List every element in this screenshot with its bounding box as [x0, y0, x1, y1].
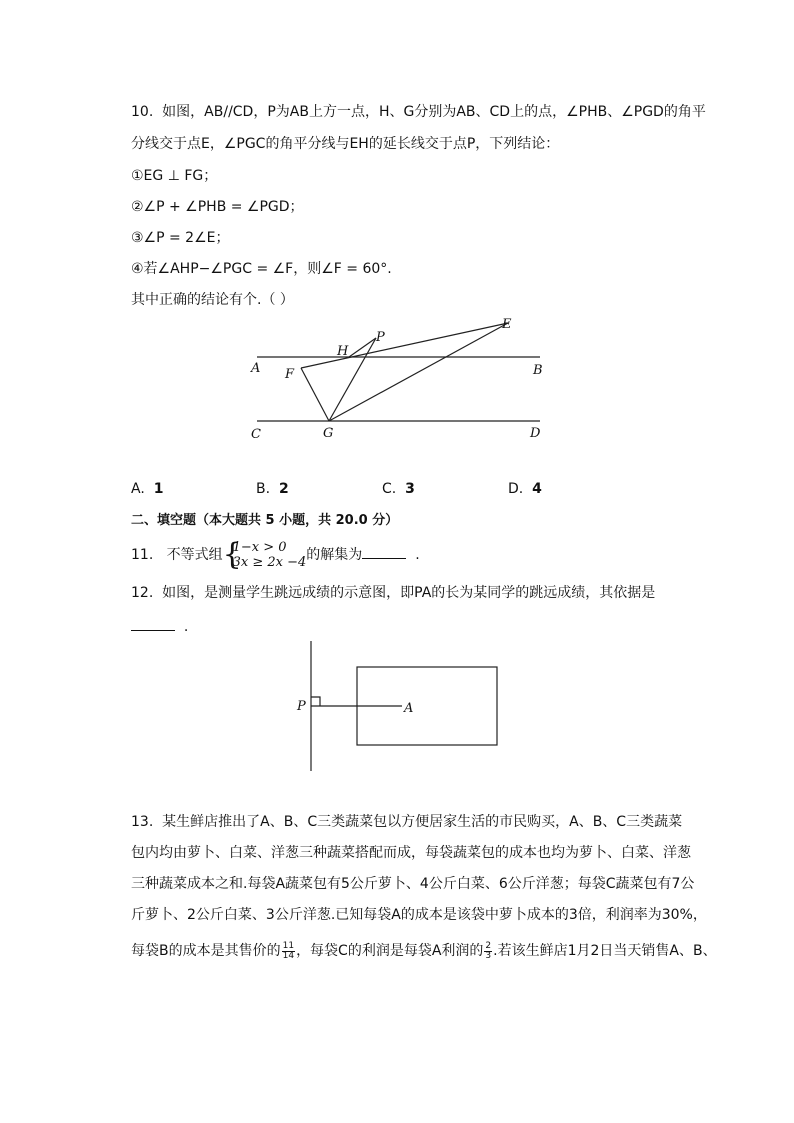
- segment-fe: [301, 323, 508, 368]
- label-g: G: [323, 426, 334, 441]
- section-header-fill-in: 二、填空题（本大题共 5 小题，共 20.0 分）: [131, 513, 399, 528]
- label-d: D: [530, 426, 541, 441]
- q13-line5: [131, 938, 717, 964]
- q10-question: 其中正确的结论有个.（ ）: [131, 292, 294, 308]
- q12-answer-line: [131, 616, 188, 637]
- q13-fraction-11-14: $\frac{11}{14}$: [282, 940, 295, 961]
- label-h: H: [337, 344, 349, 359]
- q10-stem-line2: 分线交于点E，∠PGC的角平分线与EH的延长线交于点P，下列结论：: [131, 136, 560, 152]
- q11-prefix: 不等式组: [166, 547, 223, 563]
- q13-line4: 斤萝卜、2公斤白菜、3公斤洋葱.已知每袋A的成本是该袋中萝卜成本的3倍，利润率为30%，: [131, 907, 707, 923]
- q10-geometry-figure: [0, 315, 794, 445]
- q13-line1: 13. 某生鲜店推出了A、B、C三类蔬菜包以方便居家生活的市民购买，A、B、C三类蔬菜: [131, 814, 683, 830]
- q13-fraction-2-3: $\frac{2}{3}$: [485, 940, 492, 961]
- q12-stem-line1: 12. 如图，是测量学生跳远成绩的示意图，即PA的长为某同学的跳远成绩，其依据是: [131, 585, 656, 601]
- label-f: F: [285, 367, 295, 382]
- label-e: E: [502, 317, 512, 332]
- q10-conclusion-4: ④若∠AHP−∠PGC = ∠F，则∠F = 60°.: [131, 261, 392, 277]
- q11-inequality-1: 1−x > 0: [232, 540, 287, 555]
- q10-conclusion-2: ②∠P + ∠PHB = ∠PGD；: [131, 199, 304, 215]
- label-a: A: [251, 361, 261, 376]
- q11-line: [131, 538, 420, 572]
- q10-conclusion-1: ①EG ⊥ FG；: [131, 168, 218, 184]
- q10-option-b[interactable]: B. 2: [256, 481, 289, 497]
- label-b: B: [533, 363, 543, 378]
- q11-inequality-2: 3x ≥ 2x −4: [232, 555, 307, 570]
- q11-period: .: [415, 547, 420, 563]
- q11-inequality-system: { 1−x > 0 3x ≥ 2x −4: [222, 537, 307, 572]
- right-angle-mark: [311, 697, 320, 706]
- label-c: C: [251, 427, 261, 442]
- q13-line5-part3: .若该生鲜店1月2日当天销售A、B、: [493, 943, 717, 959]
- q10-option-d[interactable]: D. 4: [508, 481, 542, 497]
- q10-conclusion-3: ③∠P = 2∠E；: [131, 230, 230, 246]
- q12-period: .: [183, 619, 189, 635]
- q13-line5-part2: ，每袋C的利润是每袋A利润的: [296, 943, 484, 959]
- q11-answer-blank[interactable]: [362, 544, 406, 559]
- q13-line2: 包内均由萝卜、白菜、洋葱三种蔬菜搭配而成，每袋蔬菜包的成本也均为萝卜、白菜、洋葱: [131, 845, 691, 861]
- q10-option-a[interactable]: A. 1: [131, 481, 164, 497]
- q13-line3: 三种蔬菜成本之和.每袋A蔬菜包有5公斤萝卜、4公斤白菜、6公斤洋葱；每袋C蔬菜包有7公: [131, 876, 695, 892]
- segment-ge: [329, 323, 508, 421]
- q10-stem-line1: 10. 如图，AB//CD，P为AB上方一点，H、G分别为AB、CD上的点，∠PHB、∠PGD的角平: [131, 104, 706, 120]
- segment-fg: [301, 368, 329, 421]
- label-p-12: P: [297, 699, 306, 714]
- q11-number: 11.: [131, 547, 154, 563]
- q11-suffix: 的解集为: [306, 547, 363, 563]
- q12-answer-blank[interactable]: [131, 616, 175, 631]
- q13-line5-part1: 每袋B的成本是其售价的: [131, 943, 281, 959]
- q10-option-c[interactable]: C. 3: [382, 481, 415, 497]
- q12-long-jump-figure: [0, 638, 794, 778]
- label-a-12: A: [404, 701, 414, 716]
- label-p: P: [376, 330, 385, 345]
